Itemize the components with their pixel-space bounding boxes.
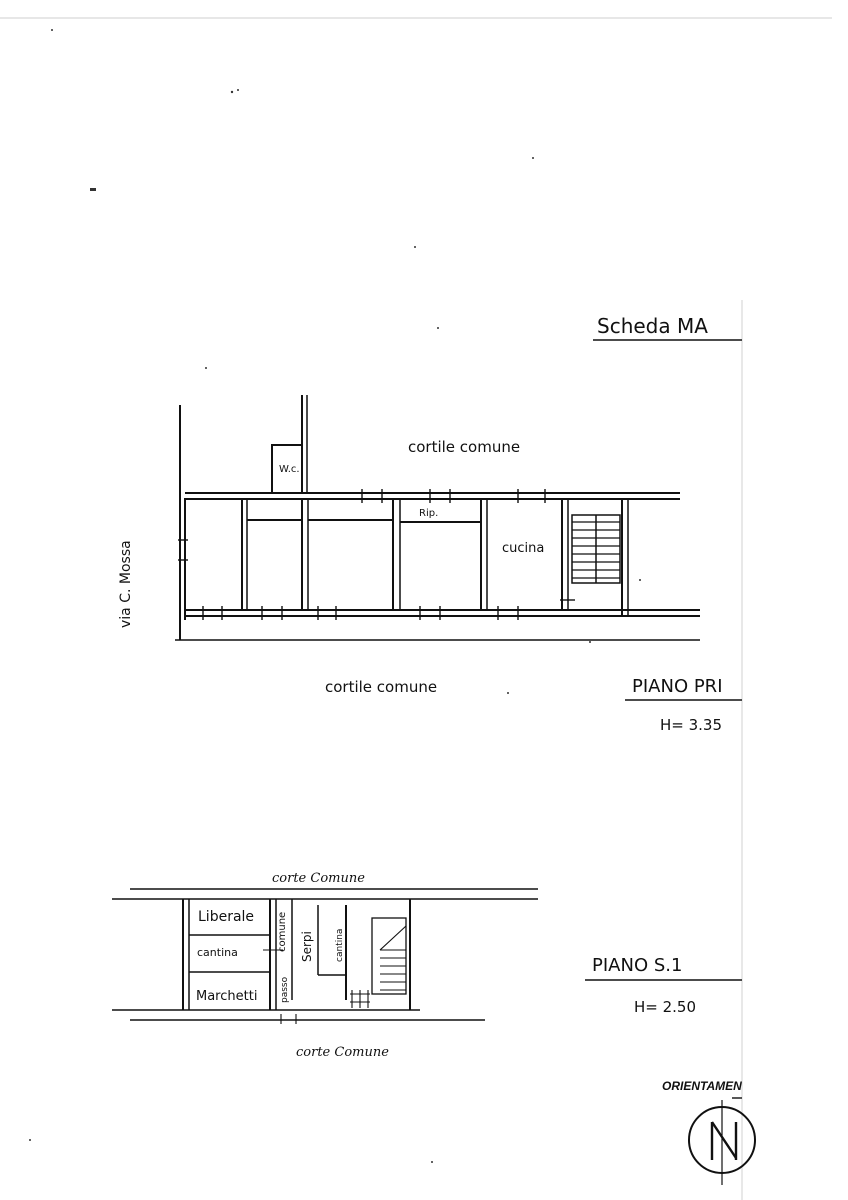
common-vertical-label: comune: [277, 911, 288, 952]
ground-court-top-label: cortile comune: [408, 438, 521, 456]
owner-serpi-label: Serpi: [300, 931, 314, 962]
room-wc-label: W.c.: [279, 464, 300, 475]
owner-marchetti-label: Marchetti: [196, 989, 258, 1004]
ground-level-title: PIANO PRI: [632, 676, 723, 697]
basement-height-label: H= 2.50: [634, 998, 697, 1016]
room-cucina-label: cucina: [502, 541, 545, 556]
orientation-label: ORIENTAMEN: [662, 1079, 742, 1093]
passage-vertical-label: passo: [280, 976, 290, 1003]
ground-height-label: H= 3.35: [660, 716, 723, 734]
ground-court-bottom-label: cortile comune: [325, 678, 438, 696]
street-label: via C. Mossa: [118, 540, 134, 628]
basement-plan: [112, 889, 538, 1024]
room-rip-label: Rip.: [419, 508, 439, 519]
owner-liberale-label: Liberale: [198, 909, 255, 925]
basement-level-title: PIANO S.1: [592, 955, 683, 976]
basement-court-top-label: corte Comune: [272, 871, 365, 886]
north-arrow-icon: [689, 1098, 755, 1185]
sheet-title: Scheda MA: [597, 314, 708, 338]
cellar-vertical-label: cantina: [335, 928, 345, 962]
cellar-label: cantina: [197, 946, 238, 959]
basement-court-bottom-label: corte Comune: [296, 1045, 389, 1060]
